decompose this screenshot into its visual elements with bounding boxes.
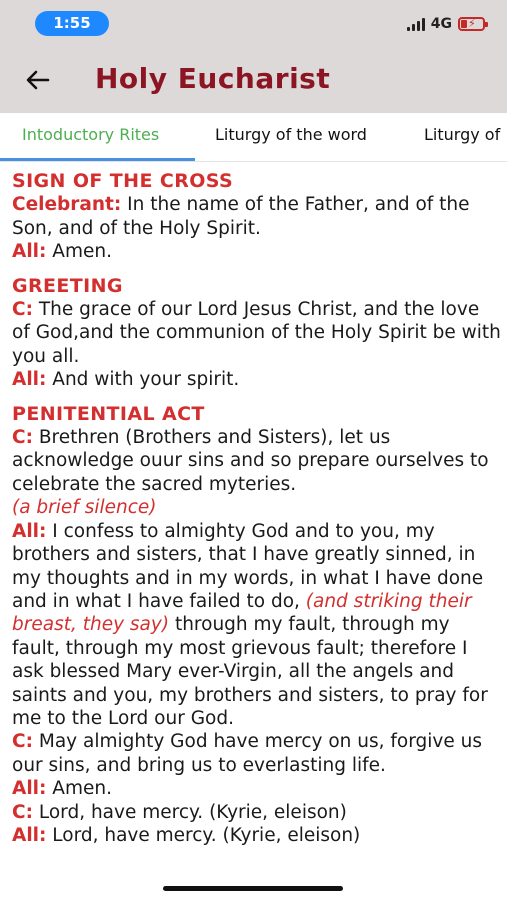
section-heading: SIGN OF THE CROSS [12,170,234,192]
battery-icon: ⚡ [458,17,485,31]
prayer-text: Lord, have mercy. (Kyrie, eleison) [46,824,361,846]
prayer-line [12,240,502,263]
section-greeting [12,275,502,392]
speaker-label: All: [12,520,47,542]
tab-introductory-rites[interactable]: Intoductory Rites [22,125,160,144]
home-indicator[interactable] [163,886,343,891]
speaker-label: C: [12,299,33,321]
prayer-line [12,368,502,391]
prayer-text: The grace of our Lord Jesus Christ, and the love of God,and the communion of the Holy Spirit be with you all. [12,299,501,367]
tab-bar [0,113,507,162]
prayer-text: Lord, have mercy. (Kyrie, eleison) [32,801,347,823]
tab-liturgy-of-the-word[interactable]: Liturgy of the word [215,125,367,144]
prayer-content [12,170,502,890]
rubric-inline: (and striking their breast, they say) [12,590,472,636]
network-label: 4G [430,16,452,32]
prayer-line [12,520,502,731]
speaker-label: All: [12,824,47,846]
section-heading: PENITENTIAL ACT [12,402,205,425]
prayer-line [12,801,502,824]
speaker-label: All: [12,369,47,391]
page-title: Holy Eucharist [95,62,331,95]
signal-icon [407,17,425,31]
prayer-text: I confess to almighty God and to you, my brothers and sisters, that I have greatly sinned, in my thoughts and in my words, in what I have done and in what I have failed to do, [12,520,484,612]
status-indicators [407,14,485,34]
prayer-text: Amen. [46,778,112,800]
speaker-label: C: [12,801,33,823]
prayer-text: Brethren (Brothers and Sisters), let us acknowledge ouur sins and so prepare ourselves to celebrate the sacred myteries. [12,427,489,495]
prayer-line [12,730,502,777]
prayer-text: Amen. [46,241,112,263]
prayer-text-continued: through my fault, through my fault, through my most grievous fault; therefore I ask blessed Mary ever-Virgin, all the angels and saints and you, my brothers and sisters, to pray for me to the Lord our God. [12,614,488,729]
prayer-text: May almighty God have mercy on us, forgive us our sins, and bring us to everlasting life. [12,731,482,776]
prayer-line [12,298,502,368]
prayer-text: In the name of the Father, and of the Son, and of the Holy Spirit. [12,194,470,239]
prayer-text: And with your spirit. [46,369,240,391]
tab-liturgy-of-eucharist[interactable]: Liturgy of [424,125,501,144]
back-button[interactable] [22,64,54,96]
active-tab-indicator [0,158,195,161]
speaker-label: All: [12,778,47,800]
speaker-label: Celebrant: [12,194,122,216]
speaker-label: All: [12,241,47,263]
section-heading: GREETING [12,274,123,297]
prayer-line [12,777,502,800]
section-penitential-act [12,403,502,848]
prayer-line [12,426,502,496]
status-time: 1:55 [35,11,109,36]
back-arrow-icon [22,64,54,96]
prayer-line [12,824,502,847]
prayer-line [12,193,502,240]
section-sign-of-the-cross [12,170,502,264]
app-header [0,0,507,113]
rubric-note: (a brief silence) [12,497,157,519]
speaker-label: C: [12,731,33,753]
speaker-label: C: [12,427,33,449]
